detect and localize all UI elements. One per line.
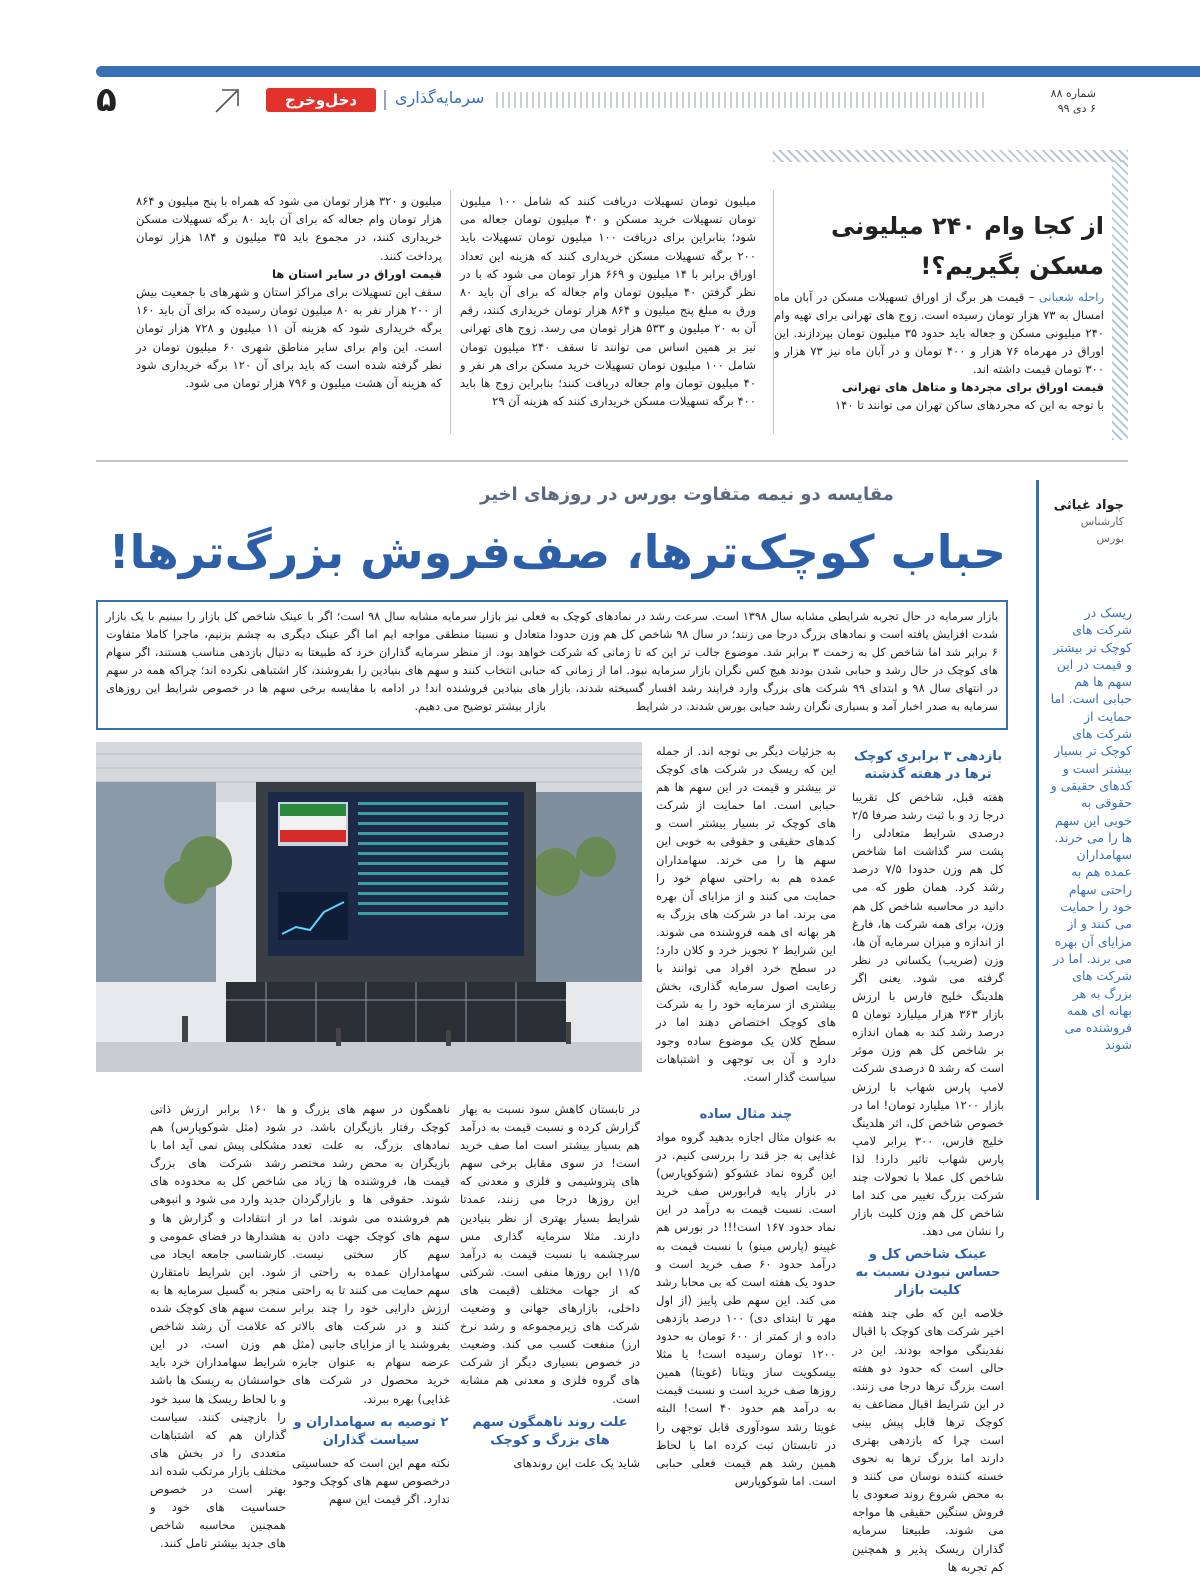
column-text: نکته مهم این است که حساسیتی درخصوص سهم های کوچک وجود ندارد. اگر قیمت این سهم	[292, 1455, 450, 1506]
column-heading: بازدهی ۳ برابری کوچک ترها در هفته گذشته	[853, 749, 1003, 782]
top-article-frame	[773, 150, 1128, 440]
top-article-col2: میلیون تومان تسهیلات دریافت کنند که شامل ۱۰۰ میلیون تومان تسهیلات خرید مسکن و ۴۰ میلیون تومان جعاله می شود؛ بنابراین برای دریافت ۱۰۰ میلیون تومان تسهیلات باید ۲۰۰ برگه تسهیلات مسکن خریداری کنند که هزینه این تعداد اوراق برابر با ۱۴ میلیون و ۶۶۹ هزار تومان می شود که با در نظر گرفتن ۴۰ میلیون تومان وام جعاله که برای آن باید ۸۰ ورق به مبلغ پنج میلیون و ۸۶۴ هزار تومان خریداری کنند، رقم آن به ۲۰ میلیون و ۵۳۳ هزار تومان می رسد. زوج های تهرانی نیز بر همین اساس می توانند تا سقف ۲۴۰ میلیون تومان شامل ۱۰۰ میلیون تومان تسهیلات خرید مسکن برای هر نفر و ۴۰ میلیون تومان وام جعاله دریافت کنند؛ بنابراین زوج ها باید ۴۰۰ برگه تسهیلات مسکن خریداری کنند که هزینه آن ۲۹	[460, 194, 757, 409]
top-article-col3-intro: میلیون و ۳۲۰ هزار تومان می شود که همراه با پنج میلیون و ۸۶۴ هزار تومان وام جعاله که برای آن باید ۸۰ برگه تسهیلات مسکن خریداری کنند، در مجموع باید ۳۵ میلیون و ۱۸۴ هزار تومان پرداخت کنند.	[136, 194, 442, 263]
column-heading: چند مثال ساده	[699, 1107, 793, 1122]
stock-exchange-photo	[96, 742, 642, 1072]
brand-logo: دخل‌وخرج	[266, 88, 376, 112]
article-kicker: مقایسه دو نیمه متفاوت بورس در روزهای اخیر	[480, 484, 894, 505]
top-article-subhead-1: قیمت اوراق برای مجردها و متاهل های تهرانی	[841, 380, 1104, 394]
top-article-col1-tail: با توجه به این که مجردهای ساکن تهران می توانند تا ۱۴۰	[835, 398, 1104, 412]
top-article-title: از کجا وام ۲۴۰ میلیونی مسکن بگیریم؟!	[830, 212, 1104, 280]
top-article-col3	[136, 192, 442, 392]
top-article	[96, 150, 1128, 440]
column-text: ناهمگون در سهم های بزرگ و کوچک رفتار بازیگران باشد. در نمادهای بزرگ، به علت تعدد بازیگران به محض رشد مختصر قیمت ها، فروشنده ها زیاد می شوند. حقوقی ها و بازارگردان هم فروشنده می شوند. اما در سهم های کوچک جهت دادن به سهم کار سختی نیست. سهامداران عمده به راحتی از سهم حمایت می کنند تا به راحتی ارزش دارایی خود را چند برابر کنند و در شرکت های بالاتر بفروشند یا از مزایای جانبی (مثل عرضه سهام به عنوان جایزه خرید محصول در شرکت های غذایی) بهره ببرند.	[292, 1102, 450, 1406]
frame-hatch-top	[773, 150, 1128, 162]
page-number: ۵	[96, 80, 117, 120]
issue-date: ۶ دی ۹۹	[1057, 102, 1096, 115]
lead-box	[96, 600, 1008, 730]
top-accent-bar	[96, 66, 1200, 77]
byline	[1024, 498, 1124, 547]
top-article-col1	[774, 288, 1104, 414]
column-text: هفته قبل، شاخص کل تقریبا درجا زد و با ثبت رشد صرفا ۲/۵ درصدی شرایط متعادلی را پشت سر گذاشت اما شاخص کل هم وزن حدودا ۷/۵ درصد رشد کرد. همان طور که می دانید در محاسبه شاخص کل هم وزن، برای همه شرکت ها، فارغ از اندازه و میزان سرمایه آن ها، وزن (ضریب) یکسانی در نظر گرفته می شود. یعنی اگر هلدینگ خلیج فارس با ارزش بازار ۳۶۳ هزار میلیارد تومان ۵ درصد رشد کند به همان اندازه بر شاخص کل هم وزن موثر است که رشد ۵ درصدی شرکت لامپ پارس شهاب با ارزش بازار ۱۲۰۰ میلیارد تومان! اما در خصوص شاخص کل، اثر هلدینگ خلیج فارس، ۳۰۰ برابر لامپ پارس شهاب تاثیر دارد! لذا شاخص کل عملا با تحولات چند شرکت بزرگ تغییر می کند اما شاخص کل هم وزن کلیت بازار را نشان می دهد.	[852, 790, 1005, 1239]
lead-text-left: فعلی نیز بازار سرمایه مشابه سال ۹۸ است؛ اگر با عینک شاخص کل بازار را ببینیم با یک بازار متعادل و نسبتا منطقی مواجه ایم اما اگر عینک دیگری به چشم بزنیم، ماجرا کاملا متفاوت خواهد بود. از منظر سرمایه گذاران خرد که طبیعتا به دنبال بازدهی مناسب هستند، اگر سهام حبابی انتخاب کنند و سهم های بنیادین را بفروشند، کار اشتباهی نکرده اند؛ چراکه همه در سهم های بنیادین فروشنده اند! در ادامه با مقایسه برخی سهم ها در خصوص شرایط این روزهای بازار بیشتر توضیح می دهیم.	[106, 610, 546, 713]
article-column-1	[852, 742, 1004, 1576]
pull-quote: ریسک در شرکت های کوچک تر بیشتر و قیمت در این سهم ها هم حبابی است. اما حمایت از شرکت های کوچک تر بسیار بیشتر است و کدهای حقیقی و حقوقی به خوبی این سهم ها را می خرند. سهامداران عمده هم به راحتی سهام خود را حمایت می کنند و از مزایای آن بهره می برند. اما در شرکت های بزرگ به هر بهانه ای همه فروشنده می شوند	[1050, 605, 1132, 1053]
byline-name: جواد غیاثی	[1053, 498, 1124, 513]
section-divider	[96, 460, 1128, 462]
top-article-intro: – قیمت هر برگ از اوراق تسهیلات مسکن در آبان ماه امسال به ۷۳ هزار تومان رسیده است. زوج های تهرانی برای تهیه وام ۲۴۰ میلیونی مسکن و جعاله باید حدود ۳۵ میلیون تومان بپردازند. این اوراق در مهرماه ۷۶ هزار و ۴۰۰ تومان و در آبان ماه نیز ۷۳ هزار و ۳۰۰ تومان قیمت داشته اند.	[774, 290, 1104, 376]
column-rule	[450, 190, 451, 434]
article-column-3	[460, 1100, 640, 1472]
byline-rule	[1036, 480, 1039, 1200]
arrow-up-right-icon	[212, 86, 242, 116]
top-article-col3-tail: سقف این تسهیلات برای مراکز استان و شهرهای با جمعیت بیش از ۲۰۰ هزار نفر به ۸۰ میلیون تومان رسیده که برای آن باید ۱۶۰ برگه خریداری شود که هزینه آن ۱۱ میلیون و ۷۲۸ هزار تومان است. این وام برای سایر مناطق شهری ۶۰ میلیون تومان در نظر گرفته شده است که باید برای آن ۱۲۰ برگه خریداری شود که هزینه آن هشت میلیون و ۷۹۶ هزار تومان می شود.	[136, 285, 442, 391]
column-text: به عنوان مثال اجازه بدهید گروه مواد غذایی به جز قند را بررسی کنیم. در این گروه نماد غشوکو (شوکوپارس) در بازار پایه فرابورس صف خرید است. نسبت قیمت به درآمد در این نماد حدود ۱۶۷ است!!! در بورس هم غپینو (پارس مینو) با نسبت قیمت به درآمد حدود ۶۰ صف خرید است و حدود یک هفته است که بی محابا رشد می کند. این سهم طی پاییز (از اول مهر تا ابتدای دی) ۱۰۰ درصد بازدهی داده و از کمتر از ۶۰۰ تومان به حدود ۱۲۰۰ تومان رسیده است! یا مثلا بیسکویت ساز ویتانا (غویتا) همین روزها صف خرید است و نسبت قیمت به درآمد هم حدود ۴۰ است! البته غویتا رشد سودآوری قابل توجهی را در تابستان ثبت کرده اما با لحاظ همین رشد هم قیمت فعلی حبابی است. اما شوکوپارس	[656, 1130, 837, 1488]
column-text: در تابستان کاهش سود نسبت به بهار گزارش کرده و نسبت قیمت به درآمد هم بسیار بیشتر است اما صف خرید است! در سوی مقابل برخی سهم های پتروشیمی و فلزی و معدنی که این روزها درجا می زنند، عمدتا شرایط بسیار بهتری از نظر بنیادین دارند. مثلا سرمایه گذاری مس سرچشمه با نسبت قیمت به درآمد ۱۱/۵ این روزها منفی است. شرکتی که از جهات مختلف (قیمت های داخلی، بازارهای جهانی و وضعیت شرکت های زیرمجموعه و رشد نرخ ارز) منفعت کسب می کند. وضعیت در خصوص بسیاری دیگر از شرکت های گروه فلزی و معدنی هم مشابه است.	[460, 1102, 640, 1406]
section-name: سرمایه‌گذاری	[395, 88, 485, 107]
column-text: خلاصه این که طی چند هفته اخیر شرکت های کوچک با اقبال نقدینگی مواجه بودند. این در حالی است که حدود دو هفته است بزرگ ترها درجا می زنند. در این شرایط اقبال مضاعف به کوچک ترها قابل پیش بینی است چرا که بازدهی بهتری دارند اما بزرگ ترها به نحوی خسته کننده نوسان می کنند و به محض شروع روند صعودی با فروش سنگین حقیقی ها مواجه می شوند. طبیعتا سرمایه گذاران ریسک پذیر و همچنین کم تجربه ها	[852, 1306, 1004, 1574]
column-rule	[773, 190, 774, 434]
article-column-4	[292, 1100, 450, 1508]
frame-hatch-side	[1112, 160, 1128, 440]
column-heading: عینک شاخص کل و حساس نبودن نسبت به کلیت بازار	[855, 1247, 1001, 1299]
article-headline: حباب کوچک‌ترها، صف‌فروش بزرگ‌ترها!	[108, 525, 1006, 579]
top-article-subhead-2: قیمت اوراق در سایر استان ها	[271, 266, 442, 281]
issue-number: شماره ۸۸	[1050, 87, 1096, 100]
header-pattern	[496, 92, 988, 108]
page-header	[0, 80, 1200, 120]
header-separator	[384, 90, 386, 110]
column-heading: ۲ توصیه به سهامداران و سیاست گذاران	[293, 1414, 449, 1448]
column-text: شاید یک علت این روندهای	[513, 1455, 640, 1470]
issue-info	[1051, 86, 1096, 116]
byline-role-2: بورس	[1096, 532, 1124, 545]
article-column-2b	[656, 1100, 836, 1490]
column-heading: علت روند ناهمگون سهم های بزرگ و کوچک	[472, 1414, 628, 1448]
byline-role-1: کارشناس	[1080, 515, 1124, 528]
article-column-2: به جزئیات دیگر بی توجه اند. از جمله این که ریسک در شرکت های کوچک تر بیشتر و قیمت در این سهم ها هم حبابی است. اما حمایت از شرکت های کوچک تر بسیار بیشتر است و کدهای حقیقی و حقوقی به خوبی این سهم ها را می خرند. سهامداران عمده هم به راحتی سهام خود را حمایت می کنند و از مزایای آن بهره می برند. اما در شرکت های بزرگ به هر بهانه ای همه فروشنده می شوند. این شرایط ۲ تجویز خرد و کلان دارد؛ در سطح خرد افراد می توانند با رعایت اصول سرمایه گذاری، بخش بیشتری از سرمایه خود را به شرکت های کوچک اختصاص دهند اما در سطح کلان یک موضوع ساده وجود دارد و آن بی توجهی و اشتباهات سیاست گذار است.	[656, 744, 836, 1084]
top-article-author: راحله شعبانی	[1038, 290, 1105, 304]
lead-text-right: بازار سرمایه در حال تجربه شرایطی مشابه سال ۱۳۹۸ است. سرعت رشد در نمادهای کوچک به شدت افزایش یافته است و نمادهای بزرگ درجا می زنند؛ در سال ۹۸ شاخص کل هم وزن حدودا ۶ برابر شد اما شاخص کل به زحمت ۳ برابر شد. موضوع جالب تر این که تا زمانی که شرکت های کوچک در حال رشد و حبابی شدن بودند هیچ کس نگران بازار سرمایه نبود. اما از زمانی که در انتهای سال ۹۸ و ابتدای ۹۹ شرکت های بزرگ وارد فرایند رشد افسار گسیخته شدند، بازار سرمایه به صدر اخبار آمد و بسیاری نگران رشد حبابی بورس شدند. در شرایط	[550, 610, 998, 713]
article-column-5: ها ۱۶۰ برابر ارزش ذاتی شود (مثل شوکوپارس) هم مشکلی پیش نمی آید اما با رشد شرکت های بزرگ شاخص کل به محدوده های جدید وارد می شود و انبوهی از انتقادات و گزارش ها و هشدارها در فضای عمومی و کارشناسی جامعه ایجاد می شود. این شرایط نامتقارن منجر به گسیل سرمایه ها به سمت سهم های کوچک شده که علامت آن رشد شاخص هم وزن است. در این شرایط سهامداران خرد باید حواسشان به ریسک ها باشد و با لحاظ ریسک ها سبد خود را بازچینی کنند. سیاست گذاران هم که اشتباهات متعددی را در بخش های مختلف بازار مرتکب شده اند بهتر است در خصوص حساسیت های خود و همچنین محاسبه شاخص های جدید بیشتر تامل کنند.	[150, 1102, 286, 1551]
